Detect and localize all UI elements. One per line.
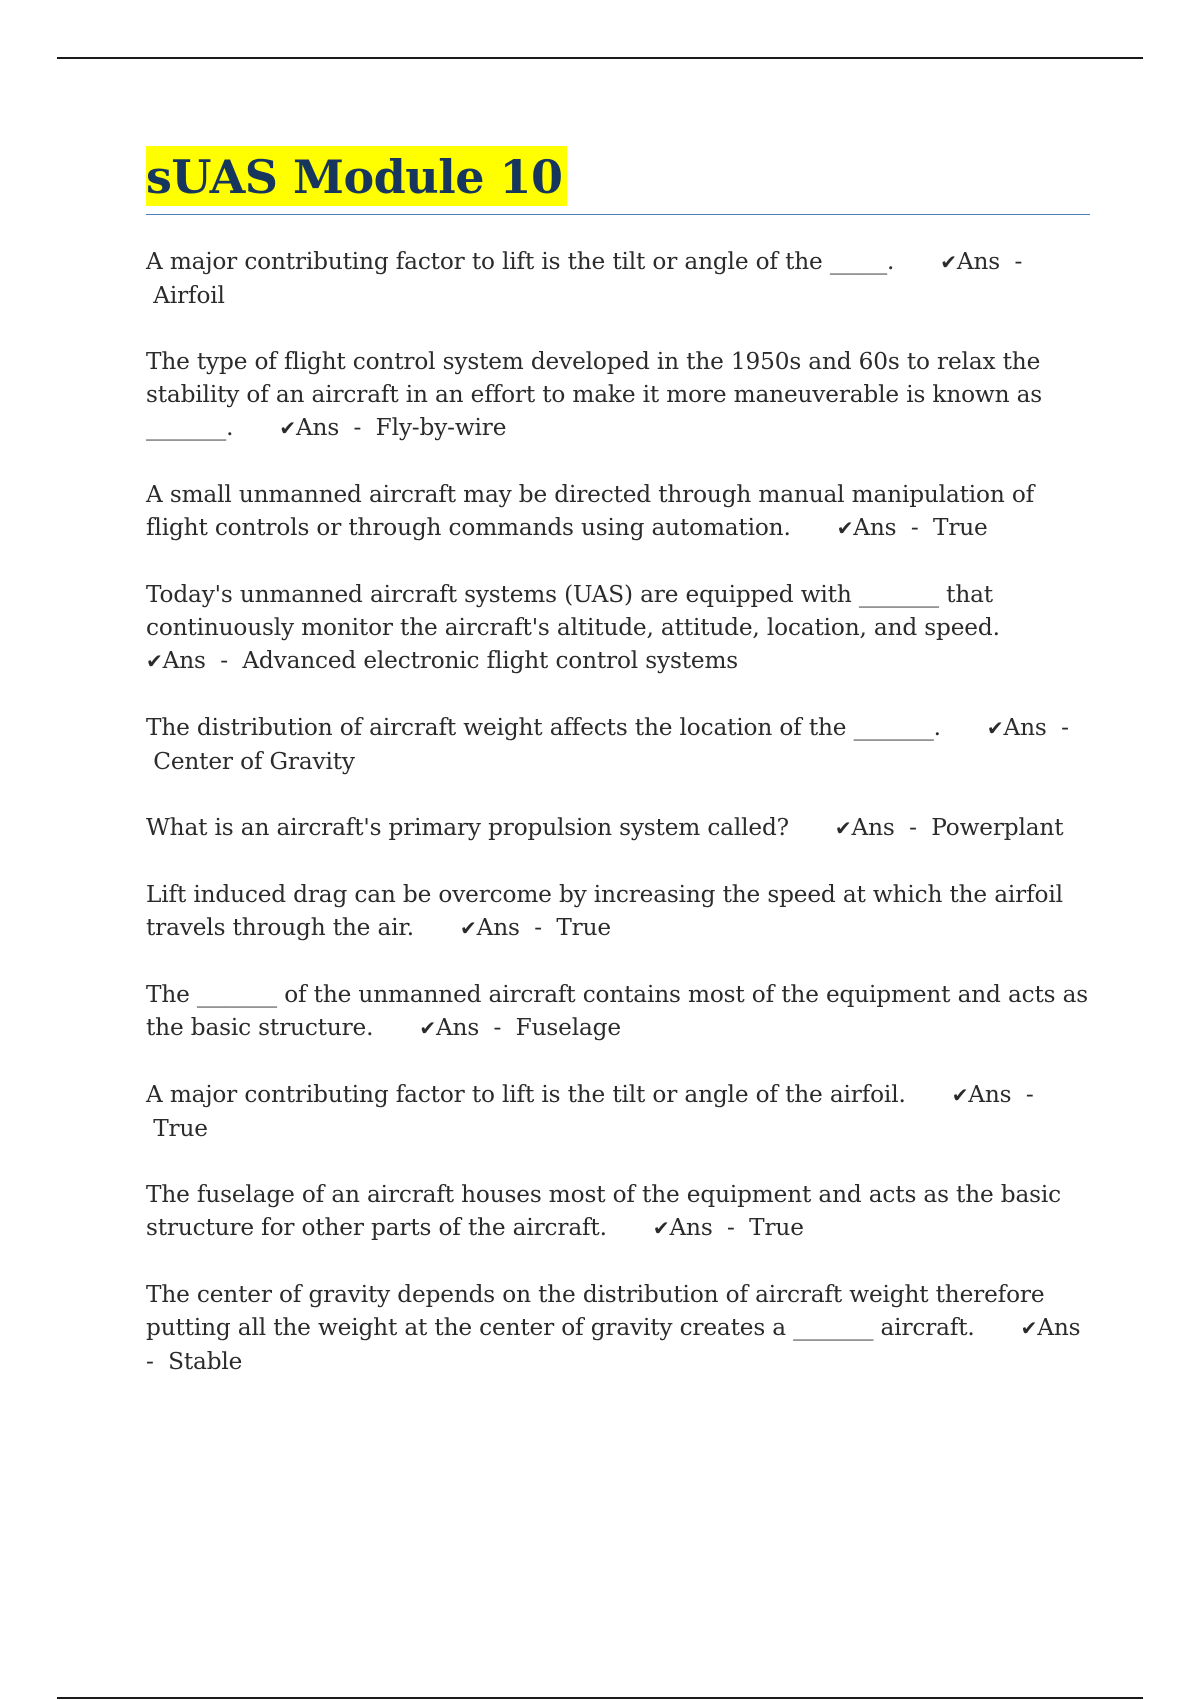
page-title: sUAS Module 10 — [146, 146, 567, 206]
checkmark-icon: ✔ — [146, 649, 163, 673]
qa-item: A small unmanned aircraft may be directed through manual manipulation of flight controls or through commands using automation. ✔Ans - True — [146, 481, 1035, 541]
checkmark-icon: ✔ — [951, 1083, 969, 1107]
checkmark-icon: ✔ — [460, 916, 477, 940]
answer-prefix: Ans — [295, 414, 340, 441]
answer-prefix: Ans — [851, 814, 895, 841]
answer-text: Stable — [168, 1348, 243, 1375]
qa-item: Today's unmanned aircraft systems (UAS) are equipped with _______ that continuously monitor the aircraft's altitude, attitude, location, and speed.✔Ans - Advanced electronic flight control systems — [146, 581, 1000, 674]
answer-text: Fly-by-wire — [375, 414, 507, 441]
checkmark-icon: ✔ — [279, 416, 296, 440]
answer-text: True — [933, 514, 988, 541]
answer-prefix: Ans — [1003, 714, 1047, 741]
answer-prefix: Ans — [476, 914, 520, 941]
document-body — [146, 140, 1090, 1411]
qa-item: Lift induced drag can be overcome by increasing the speed at which the airfoil travels through the air. ✔Ans - True — [146, 881, 1063, 941]
question-text: What is an aircraft's primary propulsion system called? — [146, 814, 789, 841]
answer-prefix: Ans — [1037, 1314, 1081, 1341]
question-text: A major contributing factor to lift is the tilt or angle of the _____. — [146, 248, 895, 275]
question-text: The distribution of aircraft weight affects the location of the _______. — [146, 714, 941, 741]
answer-text: Airfoil — [153, 282, 225, 309]
question-text: The center of gravity depends on the distribution of aircraft weight therefore putting all the weight at the center of gravity creates a _______ aircraft. — [146, 1281, 1045, 1341]
checkmark-icon: ✔ — [986, 716, 1004, 740]
checkmark-icon: ✔ — [419, 1016, 436, 1040]
answer-text: Advanced electronic flight control systems — [242, 647, 739, 674]
qa-item: The _______ of the unmanned aircraft contains most of the equipment and acts as the basic structure. ✔Ans - Fuselage — [146, 981, 1089, 1041]
checkmark-icon: ✔ — [834, 816, 852, 840]
header-rule — [57, 57, 1143, 59]
answer-prefix: Ans — [162, 647, 206, 674]
footer-rule — [57, 1697, 1143, 1699]
qa-item: A major contributing factor to lift is the tilt or angle of the airfoil. ✔Ans - True — [146, 1081, 1034, 1142]
title-block — [146, 140, 1090, 215]
answer-prefix: Ans — [853, 514, 897, 541]
question-text: The _______ of the unmanned aircraft contains most of the equipment and acts as the basic structure. — [146, 981, 1089, 1041]
answer-text: Powerplant — [931, 814, 1064, 841]
answer-prefix: Ans — [435, 1014, 480, 1041]
question-text: A small unmanned aircraft may be directed through manual manipulation of flight controls or through commands using automation. — [146, 481, 1035, 541]
question-text: Today's unmanned aircraft systems (UAS) are equipped with _______ that continuously monitor the aircraft's altitude, attitude, location, and speed. — [146, 581, 1000, 641]
qa-item: The fuselage of an aircraft houses most of the equipment and acts as the basic structure for other parts of the aircraft. ✔Ans - True — [146, 1181, 1062, 1241]
checkmark-icon: ✔ — [1020, 1316, 1038, 1340]
answer-text: True — [749, 1214, 804, 1241]
question-text: The fuselage of an aircraft houses most of the equipment and acts as the basic structure for other parts of the aircraft. — [146, 1181, 1062, 1241]
answer-text: True — [556, 914, 611, 941]
checkmark-icon: ✔ — [836, 516, 854, 540]
question-text: Lift induced drag can be overcome by increasing the speed at which the airfoil travels through the air. — [146, 881, 1063, 941]
qa-item: A major contributing factor to lift is the tilt or angle of the _____. ✔Ans - Airfoil — [146, 248, 1023, 309]
qa-item: The type of flight control system developed in the 1950s and 60s to relax the stability of an aircraft in an effort to make it more maneuverable is known as _______. ✔Ans - Fly-by-wire — [146, 348, 1043, 441]
answer-text: True — [153, 1115, 208, 1142]
qa-list — [146, 245, 1090, 1378]
qa-item: What is an aircraft's primary propulsion system called? ✔Ans - Powerplant — [146, 814, 1064, 841]
qa-item: The distribution of aircraft weight affects the location of the _______. ✔Ans - Center of Gravity — [146, 714, 1069, 775]
answer-prefix: Ans — [968, 1081, 1012, 1108]
question-text: A major contributing factor to lift is the tilt or angle of the airfoil. — [146, 1081, 906, 1108]
question-text: The type of flight control system developed in the 1950s and 60s to relax the stability of an aircraft in an effort to make it more maneuverable is known as _______. — [146, 348, 1043, 441]
qa-item: The center of gravity depends on the distribution of aircraft weight therefore putting all the weight at the center of gravity creates a _______ aircraft. ✔Ans - Stable — [146, 1281, 1088, 1375]
answer-prefix: Ans — [669, 1214, 713, 1241]
answer-text: Fuselage — [515, 1014, 621, 1041]
checkmark-icon: ✔ — [652, 1216, 670, 1240]
answer-text: Center of Gravity — [153, 748, 355, 775]
answer-prefix: Ans — [956, 248, 1001, 275]
checkmark-icon: ✔ — [940, 250, 957, 274]
